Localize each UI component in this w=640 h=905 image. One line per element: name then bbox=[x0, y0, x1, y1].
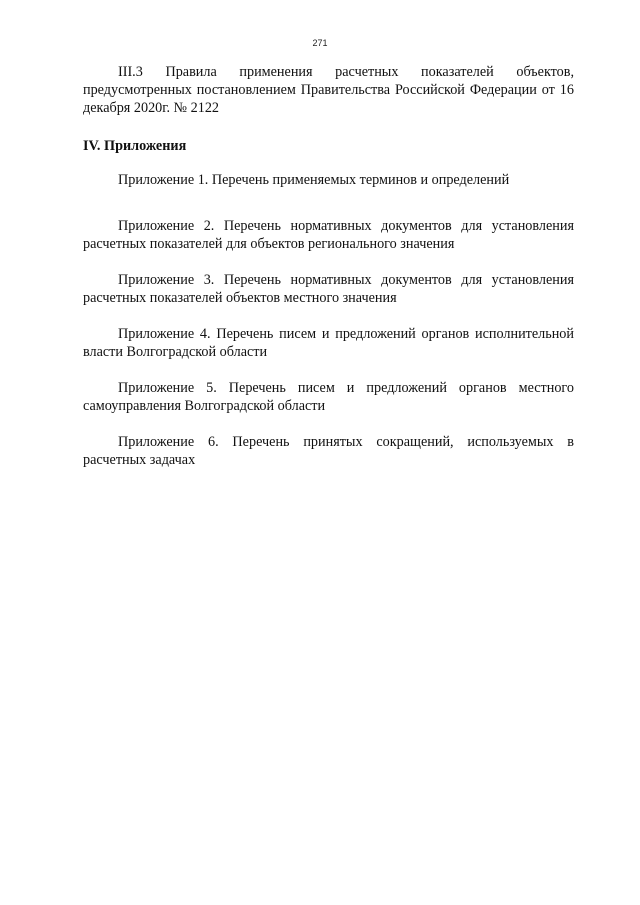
appendix-5-item: Приложение 5. Перечень писем и предложений органов местного самоуправления Волгоградской области bbox=[83, 380, 574, 414]
appendix-1-item: Приложение 1. Перечень применяемых терминов и определений bbox=[118, 172, 510, 188]
page-number: 271 bbox=[312, 38, 328, 48]
appendix-3-item: Приложение 3. Перечень нормативных документов для установления расчетных показателей объектов местного значения bbox=[83, 272, 574, 306]
section-iv-heading: IV. Приложения bbox=[83, 138, 187, 154]
appendix-4-item: Приложение 4. Перечень писем и предложений органов исполнительной власти Волгоградской области bbox=[83, 326, 574, 360]
page-content bbox=[83, 63, 574, 469]
appendix-2-item: Приложение 2. Перечень нормативных документов для установления расчетных показателей для объектов регионального значения bbox=[83, 218, 574, 252]
appendix-6-item: Приложение 6. Перечень принятых сокращений, используемых в расчетных задачах bbox=[83, 434, 574, 468]
section-iii-3-paragraph: III.3 Правила применения расчетных показателей объектов, предусмотренных постановлением Правительства Российской Федерации от 16 декабря 2020г. № 2122 bbox=[83, 64, 574, 116]
